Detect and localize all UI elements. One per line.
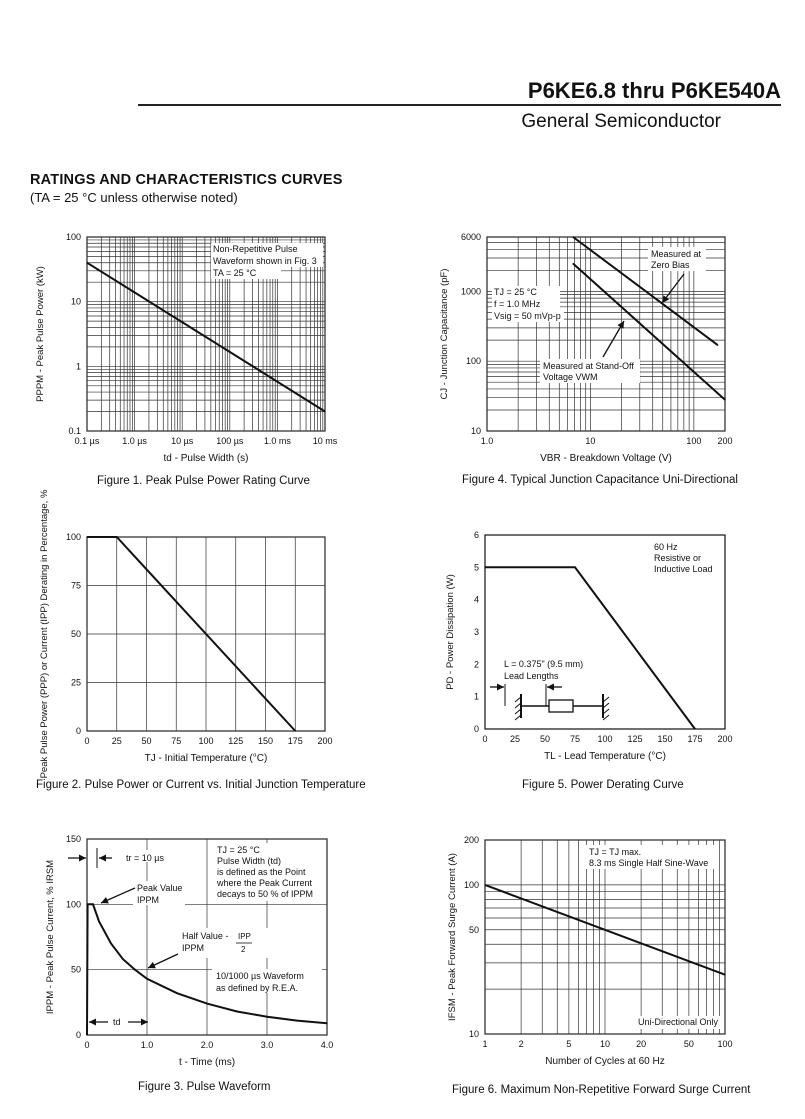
fig5-annotation: Inductive Load — [654, 564, 713, 574]
fig6-x-tick-label: 5 — [566, 1039, 572, 1049]
fig1-x-tick-label: 10 µs — [171, 436, 194, 446]
fig5-y-tick-label: 5 — [473, 562, 479, 573]
fig3-annotation: 2 — [241, 945, 246, 954]
fig5-x-tick-label: 125 — [627, 734, 643, 744]
fig5-x-tick-label: 0 — [482, 734, 488, 744]
fig3-x-tick-label: 2.0 — [200, 1040, 214, 1050]
fig3-x-tick-label: 3.0 — [260, 1040, 274, 1050]
fig6-y-axis-label: IFSM - Peak Forward Surge Current (A) — [447, 853, 458, 1021]
fig5-y-tick-label: 6 — [473, 530, 479, 540]
fig5-x-tick-label: 75 — [569, 734, 581, 744]
fig5-annotation: L = 0.375" (9.5 mm) — [504, 659, 584, 669]
fig6-x-tick-label: 10 — [599, 1039, 611, 1049]
section-note: (TA = 25 °C unless otherwise noted) — [30, 190, 238, 205]
fig3-annotation: td — [113, 1017, 121, 1027]
fig5-annotation: Lead Lengths — [504, 671, 559, 681]
fig4-series-label-2b: Voltage VWM — [543, 372, 598, 382]
fig2-x-tick-label: 175 — [287, 736, 303, 746]
fig2-x-axis-label: TJ - Initial Temperature (°C) — [144, 753, 268, 764]
fig4-x-tick-label: 10 — [585, 436, 596, 446]
fig1-y-tick-label: 10 — [70, 296, 81, 307]
fig3-y-tick-label: 100 — [65, 899, 81, 910]
fig3-annotation: TJ = 25 °C — [217, 845, 260, 855]
fig3-x-tick-label: 4.0 — [320, 1040, 334, 1050]
fig2-x-tick-label: 25 — [111, 736, 122, 746]
fig4-y-tick-label: 1000 — [460, 286, 481, 297]
fig1-x-tick-label: 1.0 ms — [263, 436, 291, 446]
fig3-x-tick-label: 0 — [84, 1040, 90, 1050]
fig4-x-tick-label: 200 — [717, 436, 733, 446]
fig2-y-tick-label: 0 — [75, 726, 81, 736]
fig4-y-tick-label: 10 — [470, 426, 481, 436]
fig4-series-label-1b: Zero Bias — [651, 260, 690, 270]
fig4-y-axis-label: CJ - Junction Capacitance (pF) — [439, 268, 450, 400]
fig3-y-tick-label: 50 — [70, 964, 81, 975]
fig2-x-tick-label: 100 — [198, 736, 214, 746]
fig6-x-tick-label: 50 — [683, 1039, 694, 1049]
fig1-annotation: Non-Repetitive Pulse — [213, 244, 298, 254]
fig2-y-tick-label: 75 — [70, 580, 81, 591]
fig5-y-tick-label: 3 — [473, 627, 479, 637]
fig5-y-axis-label: PD - Power Dissipation (W) — [445, 574, 456, 690]
fig2-y-tick-label: 25 — [70, 677, 81, 688]
fig3-annotation: IPPM — [137, 895, 160, 905]
fig6-y-tick-label: 50 — [468, 924, 479, 935]
fig5-y-tick-label: 4 — [473, 594, 479, 605]
fig6-x-tick-label: 20 — [636, 1039, 647, 1049]
fig5-x-tick-label: 100 — [597, 734, 613, 744]
fig4-series-label-1: Measured at — [651, 249, 702, 259]
fig5-annotation: Resistive or — [654, 553, 702, 563]
fig5-y-tick-label: 1 — [473, 691, 479, 702]
fig4-annotation: TJ = 25 °C — [494, 287, 537, 297]
fig5-x-tick-label: 200 — [717, 734, 733, 744]
fig1-x-axis-label: td - Pulse Width (s) — [163, 453, 249, 464]
fig1-y-axis-label: PPPM - Peak Pulse Power (kW) — [35, 266, 46, 402]
fig3-annotation: as defined by R.E.A. — [216, 983, 299, 993]
fig6-annotation: 8.3 ms Single Half Sine-Wave — [589, 858, 709, 868]
fig4-y-tick-label: 6000 — [460, 232, 481, 242]
fig5-y-tick-label: 0 — [473, 724, 479, 734]
fig3-annotation: Peak Value — [137, 883, 183, 893]
fig3-annotation: is defined as the Point — [217, 867, 306, 877]
fig2-x-tick-label: 125 — [228, 736, 244, 746]
fig4-series-label-2: Measured at Stand-Off — [543, 361, 634, 371]
fig3-annotation: Pulse Width (td) — [217, 856, 282, 866]
fig3-annotation: IPP — [238, 932, 251, 941]
figure-5-caption: Figure 5. Power Derating Curve — [522, 779, 684, 791]
fig2-y-axis-label: Peak Pulse Power (PPP) or Current (IPP) Derating in Percentage, % — [39, 489, 50, 779]
fig6-x-tick-label: 1 — [482, 1039, 488, 1049]
fig2-y-tick-label: 50 — [70, 629, 81, 639]
figure-2-caption: Figure 2. Pulse Power or Current vs. Initial Junction Temperature — [36, 779, 366, 791]
fig6-y-tick-label: 100 — [463, 879, 479, 890]
section-title: RATINGS AND CHARACTERISTICS CURVES — [30, 172, 343, 188]
fig6-x-tick-label: 2 — [518, 1039, 524, 1049]
fig3-y-axis-label: IPPM - Peak Pulse Current, % IRSM — [45, 859, 56, 1015]
fig4-x-axis-label: VBR - Breakdown Voltage (V) — [540, 453, 672, 464]
fig6-annotation: Uni-Directional Only — [637, 1017, 718, 1027]
fig6-x-tick-label: 100 — [717, 1039, 733, 1049]
fig3-x-tick-label: 1.0 — [140, 1040, 154, 1050]
document-subtitle: General Semiconductor — [521, 111, 721, 132]
fig6-data-point — [484, 884, 485, 885]
fig6-annotation: TJ = TJ max. — [589, 847, 642, 857]
fig6-y-tick-label: 200 — [463, 835, 479, 845]
figure-6-caption: Figure 6. Maximum Non-Repetitive Forward Surge Current — [452, 1084, 751, 1096]
fig2-x-tick-label: 75 — [171, 736, 182, 746]
fig5-annotation: 60 Hz — [654, 542, 678, 552]
fig5-x-tick-label: 50 — [539, 734, 551, 744]
fig2-x-tick-label: 150 — [257, 736, 274, 746]
fig1-x-tick-label: 10 ms — [312, 436, 338, 446]
fig5-x-axis-label: TL - Lead Temperature (°C) — [544, 751, 666, 762]
fig3-annotation: 10/1000 µs Waveform — [216, 971, 304, 981]
fig6-data-point — [724, 974, 725, 975]
fig3-annotation: IPPM — [182, 943, 205, 953]
figure-4-caption: Figure 4. Typical Junction Capacitance Uni-Directional — [462, 474, 738, 486]
fig4-annotation: Vsig = 50 mVp-p — [494, 311, 561, 321]
figure-3-caption: Figure 3. Pulse Waveform — [138, 1081, 271, 1093]
fig2-y-tick-label: 100 — [65, 532, 81, 542]
fig1-y-tick-label: 0.1 — [68, 426, 81, 436]
fig6-x-axis-label: Number of Cycles at 60 Hz — [545, 1056, 665, 1067]
fig1-annotation: Waveform shown in Fig. 3 — [213, 256, 317, 266]
fig1-annotation: TA = 25 °C — [213, 268, 257, 278]
fig5-x-tick-label: 25 — [509, 734, 521, 744]
fig3-annotation: decays to 50 % of IPPM — [217, 889, 314, 899]
fig4-annotation: f = 1.0 MHz — [494, 299, 541, 309]
figure-1-caption: Figure 1. Peak Pulse Power Rating Curve — [97, 475, 310, 487]
fig5-y-tick-label: 2 — [473, 659, 479, 670]
fig6-y-tick-label: 10 — [468, 1029, 479, 1039]
fig1-x-tick-label: 100 µs — [216, 436, 244, 446]
fig5-x-tick-label: 175 — [687, 734, 703, 744]
fig2-x-tick-label: 50 — [141, 736, 152, 746]
fig1-y-tick-label: 1 — [75, 361, 81, 372]
fig2-x-tick-label: 200 — [317, 736, 333, 746]
fig1-y-tick-label: 100 — [65, 232, 81, 242]
fig3-annotation: Half Value - — [182, 931, 229, 941]
fig3-y-tick-label: 150 — [65, 834, 81, 844]
fig3-x-axis-label: t - Time (ms) — [178, 1057, 236, 1068]
fig3-annotation: where the Peak Current — [217, 878, 313, 888]
fig2-x-tick-label: 0 — [84, 736, 90, 746]
fig3-annotation: tr = 10 µs — [126, 853, 164, 863]
fig4-y-tick-label: 100 — [465, 356, 481, 367]
document-title: P6KE6.8 thru P6KE540A — [527, 78, 781, 103]
fig5-x-tick-label: 150 — [657, 734, 673, 744]
fig1-x-tick-label: 1.0 µs — [122, 436, 147, 446]
fig3-y-tick-label: 0 — [75, 1030, 81, 1040]
fig1-x-tick-label: 0.1 µs — [74, 436, 100, 446]
fig4-x-tick-label: 1.0 — [480, 436, 494, 446]
fig4-x-tick-label: 100 — [686, 436, 702, 446]
